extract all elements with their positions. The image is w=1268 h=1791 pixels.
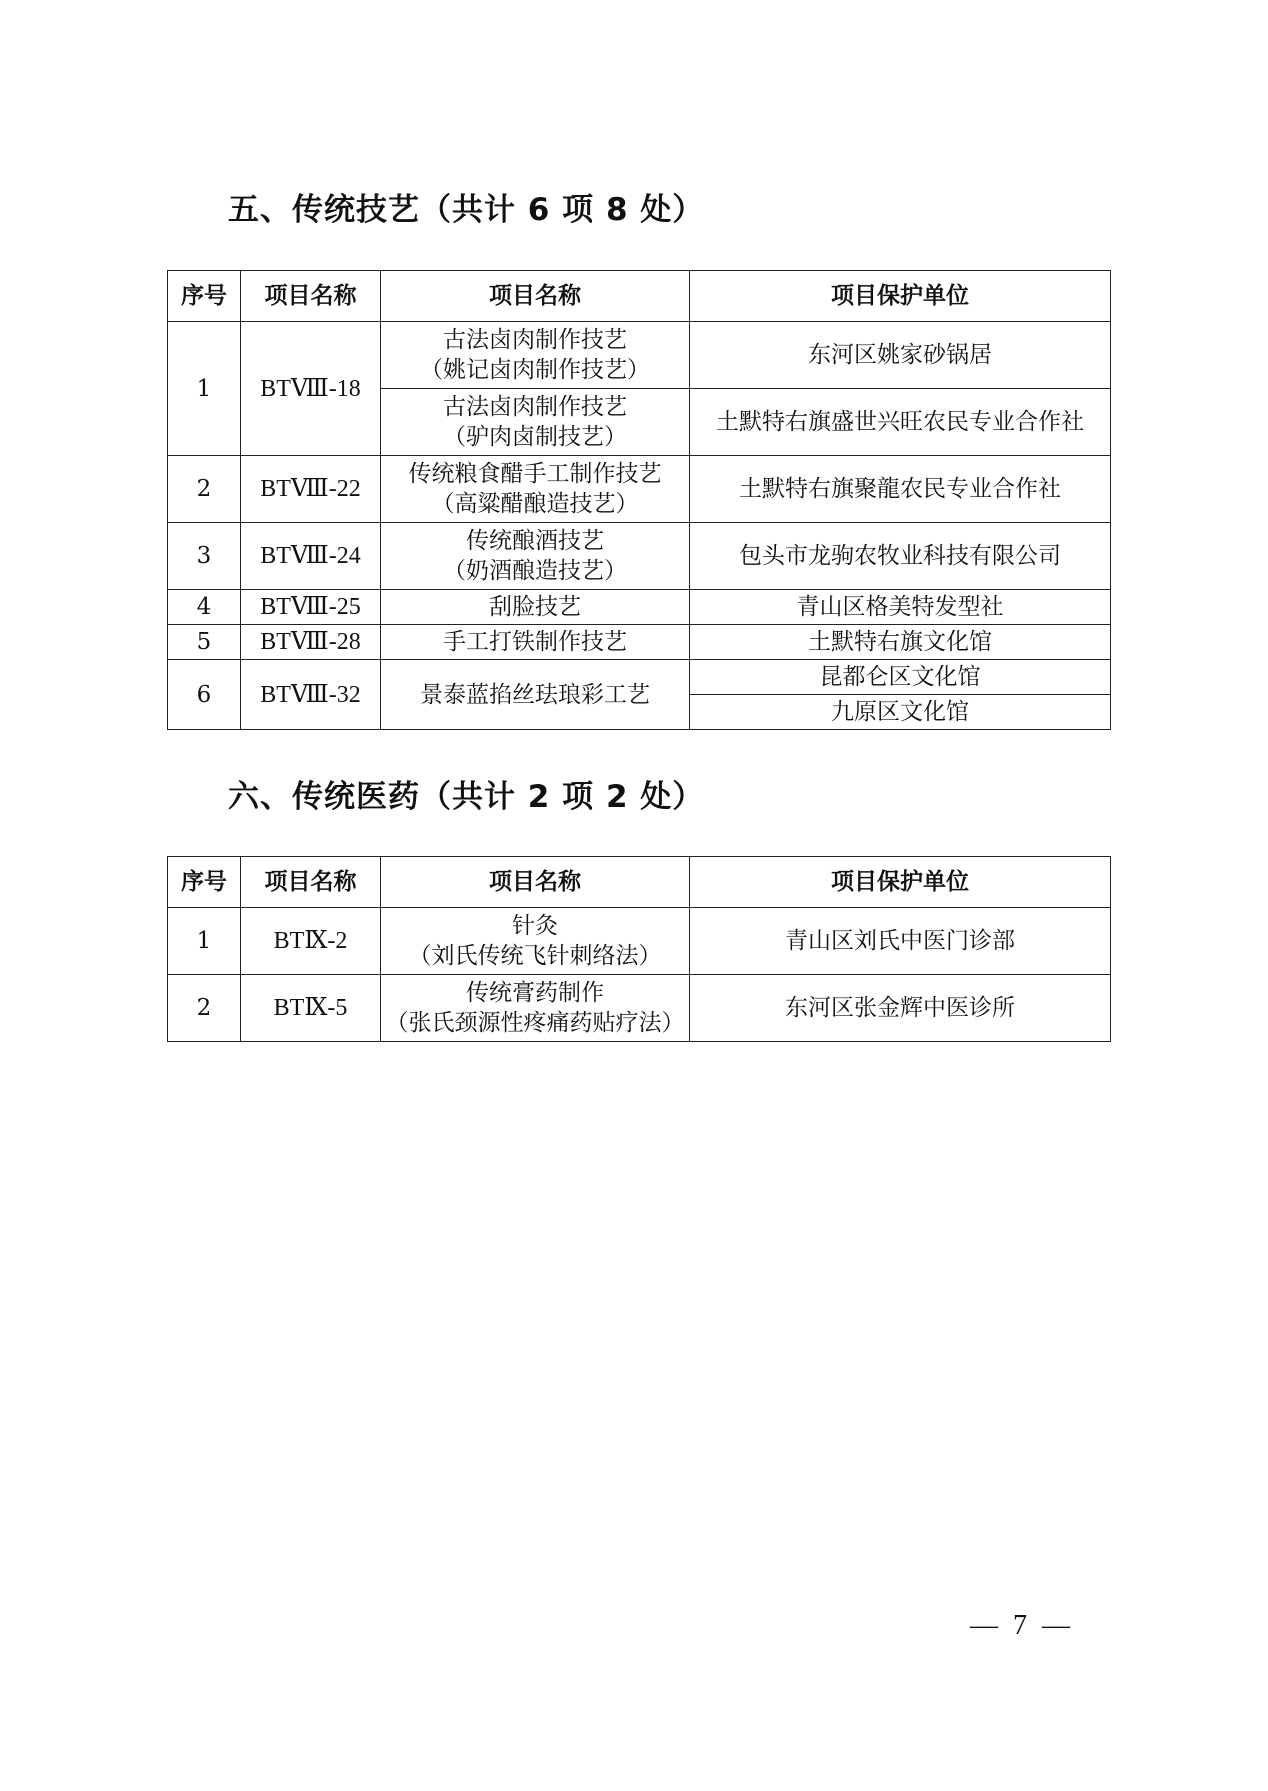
row-code: BTⅨ-5 bbox=[241, 975, 381, 1042]
row-no: 2 bbox=[168, 975, 241, 1042]
name-line2: （张氏颈源性疼痛药贴疗法） bbox=[385, 1010, 685, 1036]
header-no: 序号 bbox=[168, 271, 241, 322]
row-code: BTⅧ-18 bbox=[241, 322, 381, 456]
row-no: 1 bbox=[168, 908, 241, 975]
table-row bbox=[168, 660, 1111, 695]
table-row bbox=[168, 523, 1111, 590]
header-unit: 项目保护单位 bbox=[690, 857, 1111, 908]
name-line1: 传统酿酒技艺 bbox=[466, 528, 604, 554]
row-unit: 青山区刘氏中医门诊部 bbox=[690, 908, 1111, 975]
header-no: 序号 bbox=[168, 857, 241, 908]
name-line2: （高粱醋酿造技艺） bbox=[431, 491, 639, 517]
table-row bbox=[168, 456, 1111, 523]
table-row bbox=[168, 590, 1111, 625]
name-line2: （驴肉卤制技艺） bbox=[443, 424, 627, 450]
table-row bbox=[168, 322, 1111, 389]
row-name bbox=[381, 975, 690, 1042]
row-name bbox=[381, 523, 690, 590]
row-no: 4 bbox=[168, 590, 241, 625]
row-unit: 东河区张金辉中医诊所 bbox=[690, 975, 1111, 1042]
traditional-crafts-table bbox=[167, 270, 1111, 730]
table-header-row bbox=[168, 857, 1111, 908]
header-unit: 项目保护单位 bbox=[690, 271, 1111, 322]
traditional-medicine-table bbox=[167, 856, 1111, 1042]
row-no: 6 bbox=[168, 660, 241, 730]
page-number: — 7 — bbox=[970, 1610, 1074, 1641]
row-no: 5 bbox=[168, 625, 241, 660]
name-line1: 古法卤肉制作技艺 bbox=[443, 327, 627, 353]
section-heading-traditional-crafts: 五、传统技艺（共计 6 项 8 处） bbox=[228, 192, 705, 228]
name-line2: （刘氏传统飞针刺络法） bbox=[408, 943, 662, 969]
row-unit: 土默特右旗聚龍农民专业合作社 bbox=[690, 456, 1111, 523]
row-code: BTⅧ-32 bbox=[241, 660, 381, 730]
table-row bbox=[168, 908, 1111, 975]
row-code: BTⅧ-22 bbox=[241, 456, 381, 523]
section-heading-traditional-medicine: 六、传统医药（共计 2 项 2 处） bbox=[228, 779, 705, 815]
row-code: BTⅧ-24 bbox=[241, 523, 381, 590]
row-name: 景泰蓝掐丝珐琅彩工艺 bbox=[381, 660, 690, 730]
row-unit: 土默特右旗盛世兴旺农民专业合作社 bbox=[690, 389, 1111, 456]
row-name bbox=[381, 908, 690, 975]
name-line2: （姚记卤肉制作技艺） bbox=[420, 357, 650, 383]
row-unit: 东河区姚家砂锅居 bbox=[690, 322, 1111, 389]
header-code: 项目名称 bbox=[241, 857, 381, 908]
row-code: BTⅧ-28 bbox=[241, 625, 381, 660]
name-line1: 针灸 bbox=[512, 913, 558, 939]
header-name: 项目名称 bbox=[381, 271, 690, 322]
row-unit: 昆都仑区文化馆 bbox=[690, 660, 1111, 695]
header-code: 项目名称 bbox=[241, 271, 381, 322]
table-row bbox=[168, 625, 1111, 660]
table-header-row bbox=[168, 271, 1111, 322]
name-line1: 古法卤肉制作技艺 bbox=[443, 394, 627, 420]
row-unit: 青山区格美特发型社 bbox=[690, 590, 1111, 625]
name-line1: 传统粮食醋手工制作技艺 bbox=[408, 461, 662, 487]
row-code: BTⅨ-2 bbox=[241, 908, 381, 975]
table-row bbox=[168, 975, 1111, 1042]
row-no: 1 bbox=[168, 322, 241, 456]
row-unit: 九原区文化馆 bbox=[690, 695, 1111, 730]
row-no: 2 bbox=[168, 456, 241, 523]
name-line2: （奶酒酿造技艺） bbox=[443, 558, 627, 584]
row-name: 手工打铁制作技艺 bbox=[381, 625, 690, 660]
row-no: 3 bbox=[168, 523, 241, 590]
row-unit: 包头市龙驹农牧业科技有限公司 bbox=[690, 523, 1111, 590]
row-name bbox=[381, 456, 690, 523]
name-line1: 传统膏药制作 bbox=[466, 980, 604, 1006]
row-name: 刮脸技艺 bbox=[381, 590, 690, 625]
row-name bbox=[381, 389, 690, 456]
row-unit: 土默特右旗文化馆 bbox=[690, 625, 1111, 660]
row-name bbox=[381, 322, 690, 389]
row-code: BTⅧ-25 bbox=[241, 590, 381, 625]
header-name: 项目名称 bbox=[381, 857, 690, 908]
